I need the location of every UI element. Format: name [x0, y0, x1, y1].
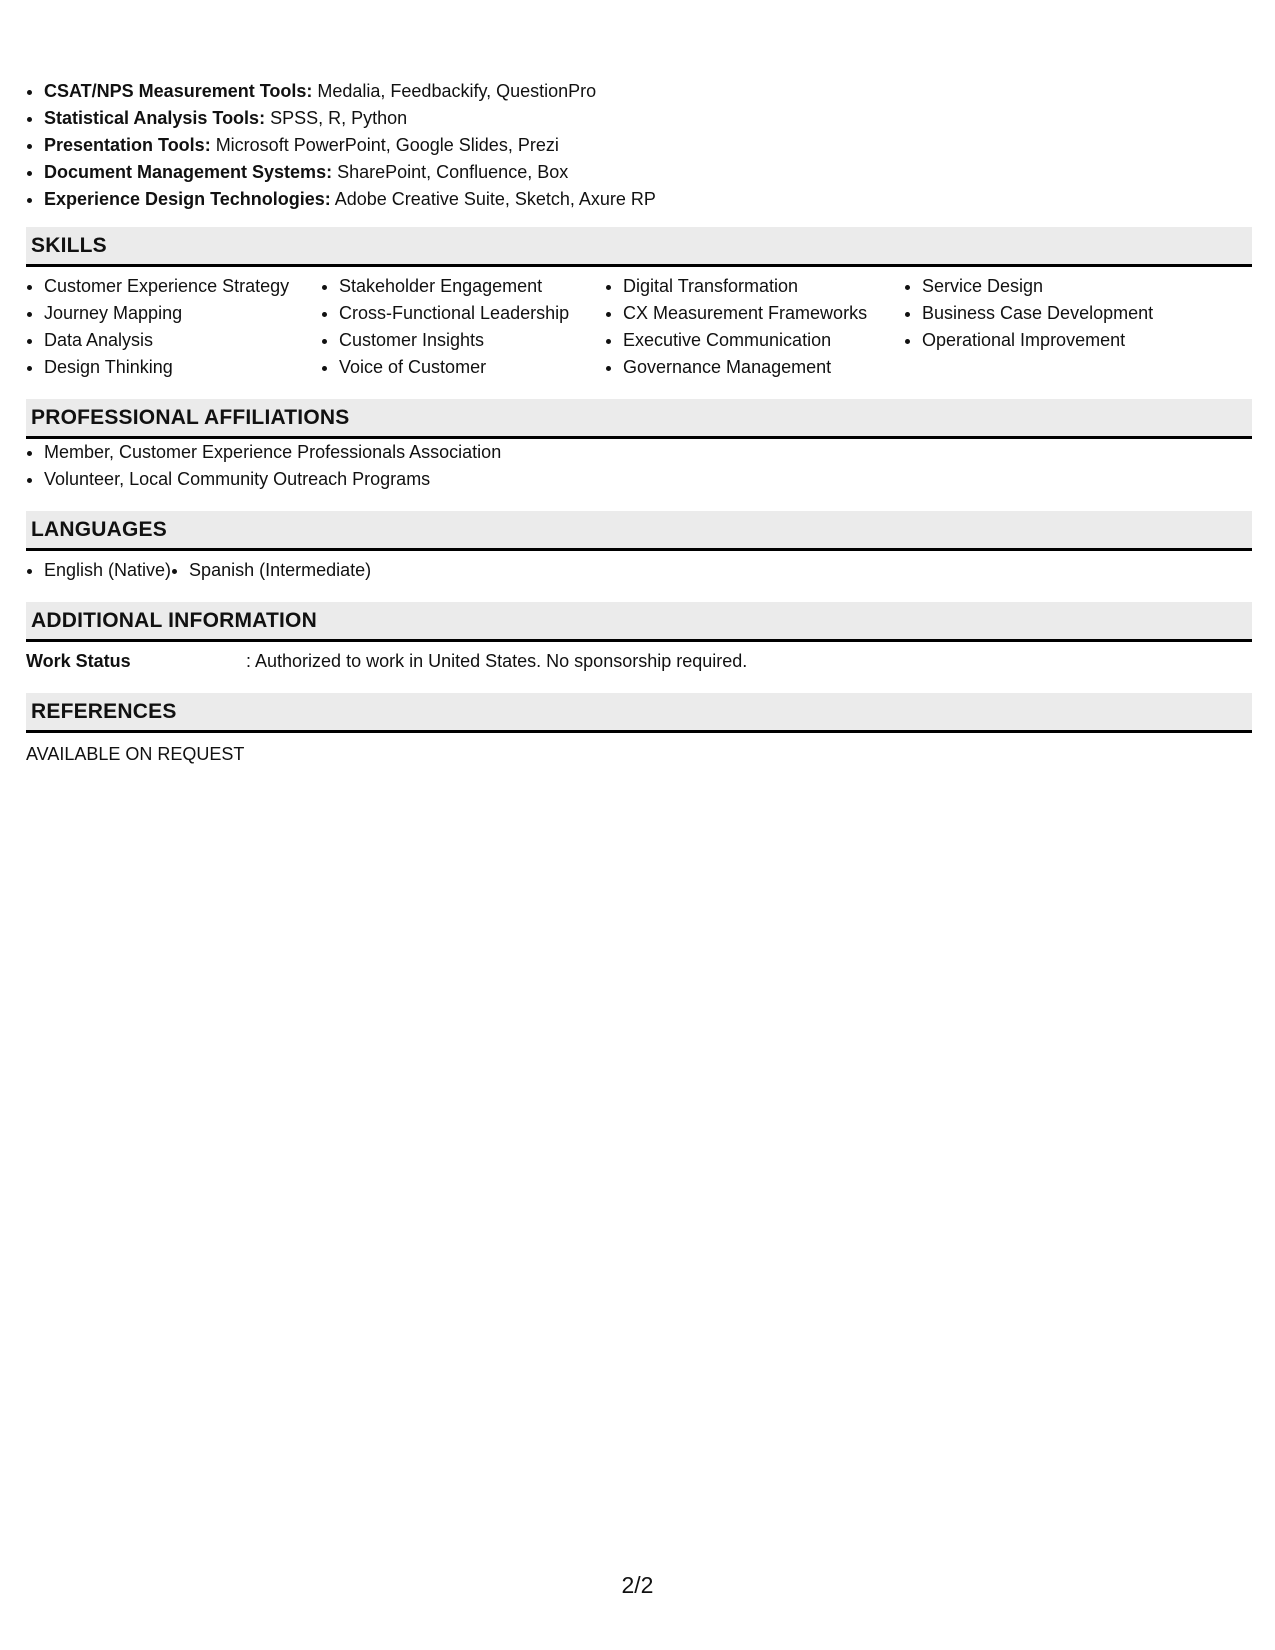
skills-column [904, 273, 1242, 381]
languages-list [26, 557, 1252, 584]
affiliation-item: • Volunteer, Local Community Outreach Programs [44, 466, 1252, 493]
skills-column [321, 273, 605, 381]
skill-item: • Governance Management [623, 354, 904, 381]
tools-item [44, 105, 1252, 132]
work-status-value: : Authorized to work in United States. No sponsorship required. [246, 651, 748, 671]
references-text: AVAILABLE ON REQUEST [26, 744, 245, 764]
skill-item: • Executive Communication [623, 327, 904, 354]
tools-item [44, 132, 1252, 159]
tools-item-label: Document Management Systems: [44, 162, 333, 182]
resume-page [26, 78, 1252, 768]
tools-item-label: Presentation Tools: [44, 135, 211, 155]
affiliations-header: PROFESSIONAL AFFILIATIONS [26, 399, 1252, 439]
page-number: 2/2 [621, 1572, 654, 1598]
tools-item-value: Medalia, Feedbackify, QuestionPro [312, 81, 597, 101]
tools-list [26, 78, 1252, 213]
skill-item: • Data Analysis [44, 327, 321, 354]
skill-item: • CX Measurement Frameworks [623, 300, 904, 327]
work-status-row [26, 648, 1252, 675]
language-item: • Spanish (Intermediate) [189, 557, 371, 584]
skill-item: • Design Thinking [44, 354, 321, 381]
skill-item: • Voice of Customer [339, 354, 605, 381]
tools-item-label: Experience Design Technologies: [44, 189, 331, 209]
skill-item: • Stakeholder Engagement [339, 273, 605, 300]
skill-item: • Business Case Development [922, 300, 1242, 327]
references-header: REFERENCES [26, 693, 1252, 733]
skills-column [605, 273, 904, 381]
skills-grid [26, 273, 1252, 381]
language-item: • English (Native) [44, 557, 171, 584]
skill-item: • Customer Experience Strategy [44, 273, 321, 300]
skill-item: • Customer Insights [339, 327, 605, 354]
tools-item-value: Microsoft PowerPoint, Google Slides, Prezi [210, 135, 559, 155]
tools-item-label: Statistical Analysis Tools: [44, 108, 266, 128]
tools-item [44, 78, 1252, 105]
affiliations-list [26, 439, 1252, 493]
tools-item-value: Adobe Creative Suite, Sketch, Axure RP [330, 189, 656, 209]
tools-item-value: SharePoint, Confluence, Box [332, 162, 569, 182]
affiliation-item: • Member, Customer Experience Professionals Association [44, 439, 1252, 466]
skills-header: SKILLS [26, 227, 1252, 267]
skill-item: • Service Design [922, 273, 1242, 300]
tools-item [44, 159, 1252, 186]
work-status-label: Work Status [26, 651, 131, 671]
tools-item-value: SPSS, R, Python [265, 108, 408, 128]
skill-item: • Digital Transformation [623, 273, 904, 300]
skills-column [26, 273, 321, 381]
languages-header: LANGUAGES [26, 511, 1252, 551]
skill-item: • Journey Mapping [44, 300, 321, 327]
language-group [171, 557, 371, 584]
additional-info-header: ADDITIONAL INFORMATION [26, 602, 1252, 642]
language-group [26, 557, 171, 584]
tools-item [44, 186, 1252, 213]
skill-item: • Operational Improvement [922, 327, 1242, 354]
tools-item-label: CSAT/NPS Measurement Tools: [44, 81, 313, 101]
skill-item: • Cross-Functional Leadership [339, 300, 605, 327]
